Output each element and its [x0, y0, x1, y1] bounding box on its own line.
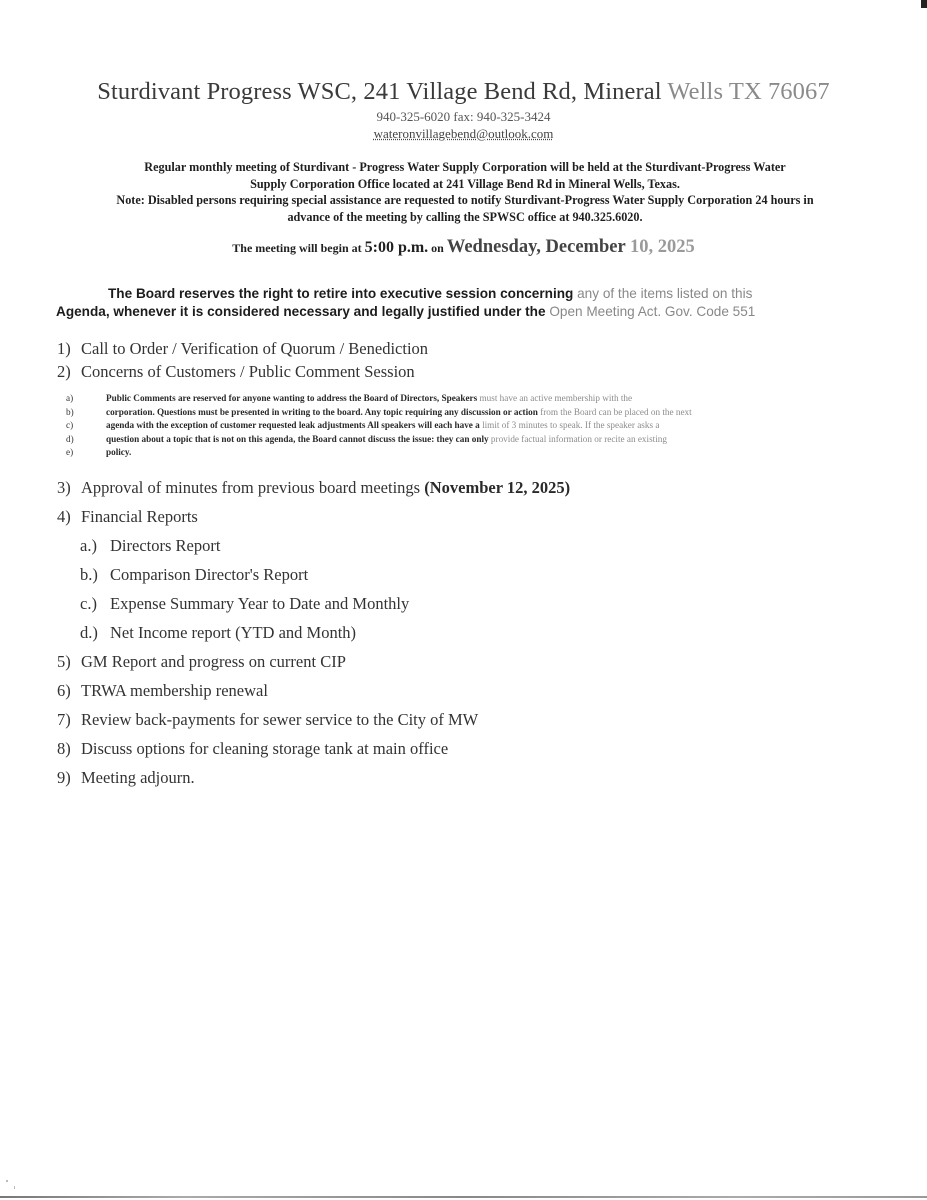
- agenda-item-8: [57, 739, 448, 759]
- agenda-text: GM Report and progress on current CIP: [81, 652, 346, 671]
- agenda-number: 3): [57, 478, 71, 497]
- financial-subitem-b: [80, 565, 308, 585]
- scan-corner-mark: [921, 0, 927, 8]
- agenda-item-9: [57, 768, 195, 788]
- rule-row: [66, 419, 856, 433]
- subitem-text: Expense Summary Year to Date and Monthly: [110, 594, 410, 613]
- rule-row: [66, 433, 856, 447]
- title-main: Sturdivant Progress WSC, 241 Village Bend Rd, Mineral: [97, 78, 668, 105]
- email-line: [0, 126, 927, 142]
- financial-subitem-d: [80, 623, 356, 643]
- rule-main: Public Comments are reserved for anyone wanting to address the Board of Directors, Speakers: [106, 393, 480, 403]
- agenda-number: 6): [57, 681, 71, 700]
- exec-line-1-fade: any of the items listed on this: [577, 286, 753, 301]
- agenda-number: 1): [57, 339, 71, 358]
- meeting-start: [0, 237, 927, 258]
- organization-title: [0, 78, 927, 106]
- subitem-letter: d.): [80, 623, 98, 642]
- rule-main: agenda with the exception of customer requested leak adjustments All speakers will each have a: [106, 420, 483, 431]
- agenda-item-7: [57, 710, 478, 730]
- exec-line-2-fade: Open Meeting Act. Gov. Code 551: [549, 304, 756, 319]
- agenda-text: Call to Order / Verification of Quorum / Benediction: [81, 339, 429, 358]
- meeting-date: [447, 237, 695, 257]
- agenda-text: TRWA membership renewal: [81, 681, 268, 700]
- scan-bottom-edge: [0, 1196, 927, 1198]
- email-link[interactable]: wateronvillagebend@outlook.com: [373, 126, 554, 141]
- rule-text: [106, 433, 667, 447]
- rule-text: [106, 406, 692, 420]
- rule-letter: b): [66, 406, 74, 417]
- rule-main: question about a topic that is not on this agenda, the Board cannot discuss the issue: they can only: [106, 433, 491, 444]
- rule-fade: from the Board can be placed on the next: [540, 406, 692, 417]
- rule-row: [66, 446, 856, 460]
- rule-letter: a): [66, 393, 74, 403]
- rule-letter: d): [66, 433, 74, 444]
- exec-line-2: [56, 303, 856, 321]
- agenda-text: Approval of minutes from previous board meetings: [81, 478, 425, 497]
- agenda-item-2: [57, 362, 415, 382]
- agenda-text: Financial Reports: [81, 507, 198, 526]
- agenda-item-4: [57, 507, 198, 527]
- public-comment-rules: [66, 392, 856, 460]
- subitem-text: Comparison Director's Report: [110, 565, 309, 584]
- rule-text: [106, 446, 131, 460]
- subitem-letter: c.): [80, 594, 97, 613]
- notice-line-2: Supply Corporation Office located at 241 Village Bend Rd in Mineral Wells, Texas.: [250, 176, 680, 191]
- rule-main: policy.: [106, 447, 132, 458]
- meeting-prefix: The meeting will begin at: [232, 241, 365, 255]
- exec-line-1-main: The Board reserves the right to retire into executive session concerning: [108, 286, 578, 301]
- title-fade: Wells TX 76067: [667, 78, 830, 105]
- rule-fade: must have an active membership with the: [479, 393, 633, 403]
- rule-letter: e): [66, 447, 74, 458]
- agenda-number: 5): [57, 652, 71, 671]
- agenda-text: Discuss options for cleaning storage tank at main office: [81, 739, 449, 758]
- agenda-item-1: [57, 339, 428, 359]
- exec-line-2-main: Agenda, whenever it is considered necessary and legally justified under the: [56, 304, 550, 319]
- subitem-text: Net Income report (YTD and Month): [110, 623, 357, 642]
- rule-row: [66, 406, 856, 420]
- agenda-item-6: [57, 681, 268, 701]
- agenda-item-5: [57, 652, 346, 672]
- executive-session-notice: [56, 285, 856, 321]
- scan-speck: [14, 1186, 15, 1189]
- phone-fax: 940-325-6020 fax: 940-325-3424: [376, 109, 551, 124]
- agenda-number: 7): [57, 710, 71, 729]
- scan-speck: [6, 1180, 8, 1182]
- subitem-text: Directors Report: [110, 536, 221, 555]
- rule-fade: limit of 3 minutes to speak. If the speaker asks a: [482, 420, 660, 431]
- agenda-text: Review back-payments for sewer service to the City of MW: [81, 710, 479, 729]
- notice-line-4: advance of the meeting by calling the SPWSC office at 940.325.6020.: [287, 209, 643, 224]
- agenda-date-reference: (November 12, 2025): [424, 478, 571, 497]
- rule-main: corporation. Questions must be presented in writing to the board. Any topic requiring any discussion or action: [106, 406, 541, 417]
- notice-line-1: Regular monthly meeting of Sturdivant - Progress Water Supply Corporation will be held at the Sturdivant-Progress Water: [144, 160, 786, 174]
- meeting-date-fade: 10, 2025: [629, 237, 695, 257]
- agenda-text: Concerns of Customers / Public Comment Session: [81, 362, 415, 381]
- meeting-time: 5:00 p.m.: [364, 239, 429, 256]
- agenda-number: 9): [57, 768, 71, 787]
- subitem-letter: b.): [80, 565, 98, 584]
- rule-letter: c): [66, 420, 74, 431]
- agenda-number: 4): [57, 507, 71, 526]
- agenda-item-3: [57, 478, 570, 498]
- meeting-on: on: [428, 241, 447, 255]
- meeting-date-main: Wednesday, December: [446, 237, 630, 257]
- financial-subitem-c: [80, 594, 409, 614]
- meeting-notice: [60, 159, 870, 225]
- agenda-number: 2): [57, 362, 71, 381]
- notice-line-3: Note: Disabled persons requiring special assistance are requested to notify Sturdivant-Progress Water Supply Corporation 24 hours in: [116, 193, 814, 207]
- subitem-letter: a.): [80, 536, 97, 555]
- rule-text: [106, 392, 632, 406]
- agenda-number: 8): [57, 739, 71, 758]
- rule-row: [66, 392, 856, 406]
- exec-line-1: [56, 285, 856, 303]
- rule-text: [106, 419, 659, 433]
- financial-subitem-a: [80, 536, 220, 556]
- agenda-text: Meeting adjourn.: [81, 768, 195, 787]
- rule-fade: provide factual information or recite an existing: [490, 433, 667, 444]
